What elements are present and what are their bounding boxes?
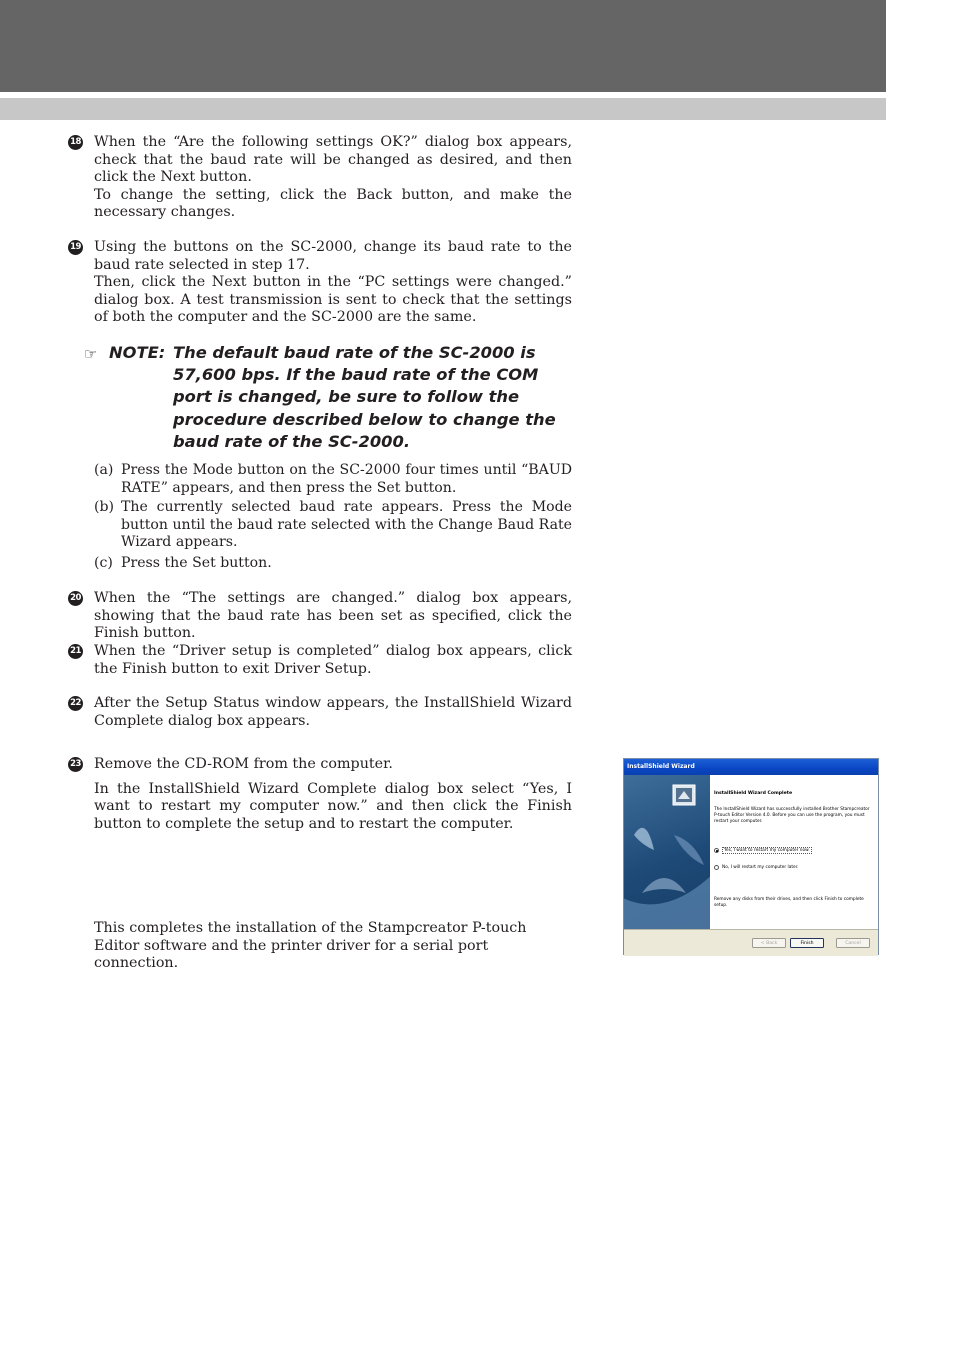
- step-21: [68, 643, 572, 678]
- step-text: To change the setting, click the Back button, and make the necessary changes.: [94, 186, 572, 220]
- section-band: [0, 98, 886, 120]
- step-text: Remove the CD-ROM from the computer.: [94, 756, 393, 772]
- substep-text: Press the Mode button on the SC-2000 four times until “BAUD RATE” appears, and then press the Set button.: [121, 462, 572, 496]
- step-number-icon: 23: [68, 757, 83, 772]
- installshield-dialog: [623, 758, 879, 955]
- step-number-icon: 21: [68, 644, 83, 659]
- substep-text: The currently selected baud rate appears. Press the Mode button until the baud rate selected with the Change Baud Rate Wizard appears.: [121, 499, 573, 550]
- step-number-icon: 19: [68, 240, 83, 255]
- option-label: No, I will restart my computer later.: [722, 865, 799, 870]
- cancel-button[interactable]: Cancel: [836, 938, 870, 948]
- dialog-content: [710, 775, 878, 929]
- step-19: [68, 239, 572, 327]
- dialog-description: The InstallShield Wizard has successfully installed Brother Stampcreator P-touch Editor Version 4.0. Before you can use the program, you must restart your computer.: [714, 807, 870, 824]
- step-text: Then, click the Next button in the “PC settings were changed.” dialog box. A test transmission is sent to check that the settings of both the computer and the SC-2000 are the same.: [94, 274, 572, 325]
- substep-label: (a): [94, 462, 114, 478]
- step-text: Using the buttons on the SC-2000, change its baud rate to the baud rate selected in step 17.: [94, 239, 572, 273]
- radio-selected-icon[interactable]: [714, 848, 719, 853]
- restart-later-option[interactable]: [714, 865, 798, 870]
- note-label: NOTE:: [109, 343, 166, 362]
- wizard-art: [624, 775, 710, 929]
- substep-b: [94, 499, 572, 552]
- step-number-icon: 20: [68, 591, 83, 606]
- closing-text: This completes the installation of the Stampcreator P-touch Editor software and the printer driver for a serial port connection.: [94, 920, 527, 971]
- dialog-titlebar: InstallShield Wizard: [624, 759, 878, 775]
- restart-now-option[interactable]: [714, 847, 812, 854]
- substep-text: Press the Set button.: [121, 555, 272, 571]
- step-23: [68, 756, 572, 833]
- finish-button[interactable]: Finish: [790, 938, 824, 948]
- step-text: When the “The settings are changed.” dialog box appears, showing that the baud rate has been set as specified, click the Finish button.: [94, 590, 572, 641]
- step-text: After the Setup Status window appears, the InstallShield Wizard Complete dialog box appears.: [94, 695, 572, 729]
- note-block: [84, 342, 574, 453]
- step-20: [68, 590, 572, 643]
- header-band: [0, 0, 886, 92]
- dialog-remove-text: Remove any disks from their drives, and then click Finish to complete setup.: [714, 897, 864, 908]
- substep-label: (b): [94, 499, 115, 515]
- substep-a: [94, 462, 572, 497]
- pointing-hand-icon: ☞: [84, 345, 98, 363]
- step-number-icon: 18: [68, 135, 83, 150]
- step-text: When the “Driver setup is completed” dialog box appears, click the Finish button to exit Driver Setup.: [94, 643, 572, 677]
- back-button[interactable]: < Back: [752, 938, 786, 948]
- step-text: When the “Are the following settings OK?” dialog box appears, check that the baud rate will be changed as desired, and then click the Next button.: [94, 134, 572, 185]
- step-22: [68, 695, 572, 730]
- step-number-icon: 22: [68, 696, 83, 711]
- substep-label: (c): [94, 555, 113, 571]
- note-text: The default baud rate of the SC-2000 is 57,600 bps. If the baud rate of the COM port is changed, be sure to follow the procedure described below to change the baud rate of the SC-2000.: [173, 343, 556, 451]
- option-label: Yes, I want to restart my computer now.: [724, 848, 810, 853]
- dialog-heading: InstallShield Wizard Complete: [714, 791, 793, 796]
- substep-c: [94, 555, 572, 573]
- radio-icon[interactable]: [714, 865, 719, 870]
- step-18: [68, 134, 572, 222]
- dialog-button-bar: [624, 929, 878, 956]
- step-text: In the InstallShield Wizard Complete dialog box select “Yes, I want to restart my computer now.” and then click the Finish button to complete the setup and to restart the computer.: [94, 780, 572, 832]
- wizard-graphic-icon: [624, 775, 710, 929]
